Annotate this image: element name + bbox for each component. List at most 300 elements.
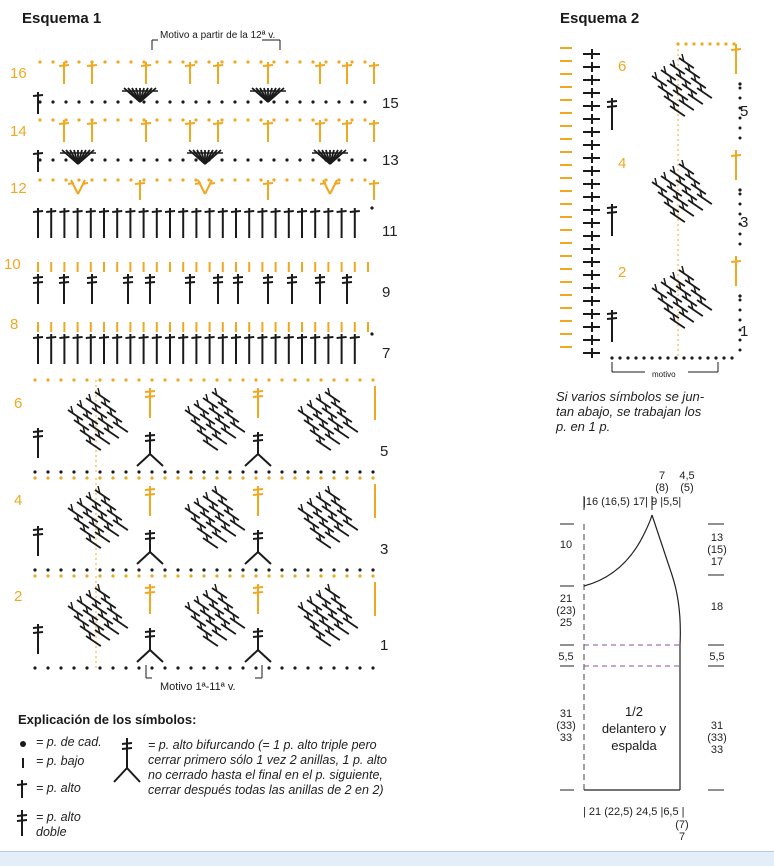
center-label-1: 1/2	[624, 704, 644, 719]
chain-dot-black	[345, 470, 348, 473]
chain-dot-black	[64, 100, 67, 103]
diagonal-treble	[679, 312, 694, 322]
chain-dot-black	[306, 568, 309, 571]
right-body-1: 31	[710, 720, 724, 732]
chain-dot-yellow	[163, 476, 166, 479]
bifurcate-stitch	[253, 636, 263, 637]
chain-dot-yellow	[124, 378, 127, 381]
diagonal-treble	[691, 78, 706, 88]
chain-dot-yellow	[345, 476, 348, 479]
bifurcate-line-3: no cerrado hasta el final en el p. siguiente,	[148, 768, 383, 782]
chain-dot-yellow	[38, 118, 41, 121]
chain-dot-yellow	[194, 60, 197, 63]
diagonal-treble	[325, 588, 340, 598]
chain-dot-yellow	[116, 118, 119, 121]
row-label-10: 10	[4, 256, 21, 273]
right-sh-1: 13	[710, 532, 724, 544]
bifurcate-line-1: = p. alto bifurcando (= 1 p. alto triple pero	[148, 738, 377, 752]
chain-dot-yellow	[111, 574, 114, 577]
chain-dot-yellow	[684, 42, 687, 45]
chain-dot-black	[189, 470, 192, 473]
chain-dot-black	[714, 356, 717, 359]
bifurcate-stitch	[245, 454, 258, 466]
double-treble-black	[287, 277, 297, 278]
diagonal-treble	[673, 196, 688, 206]
left-body-3: 33	[559, 732, 573, 744]
top-b-1: 4,5	[679, 470, 695, 482]
treble-black	[125, 211, 135, 212]
chain-dot-yellow	[350, 118, 353, 121]
diagonal-treble	[218, 402, 233, 412]
chain-dot-yellow	[280, 574, 283, 577]
s2-row-label-4: 4	[618, 155, 627, 172]
chain-dot-yellow	[337, 118, 340, 121]
diagonal-treble	[101, 598, 116, 608]
treble-black	[165, 211, 175, 212]
chain-dot-black	[730, 356, 733, 359]
diagonal-treble	[667, 80, 682, 90]
double-treble-black	[287, 282, 297, 283]
chain-dot-black	[124, 666, 127, 669]
chain-dot-black	[241, 666, 244, 669]
bottom-extra-2: 7	[678, 831, 686, 843]
chain-dot-black	[324, 100, 327, 103]
diagonal-treble	[194, 404, 209, 414]
diagonal-treble	[212, 490, 227, 500]
chain-dot-black	[739, 193, 742, 196]
chain-dot-black	[220, 158, 223, 161]
diagonal-treble	[68, 508, 83, 518]
chain-dot-black	[698, 356, 701, 359]
chain-dot-black	[319, 568, 322, 571]
garment-schematic	[560, 470, 740, 810]
diagonal-treble	[679, 58, 694, 68]
treble-black	[152, 211, 162, 212]
chain-dot-yellow	[33, 378, 36, 381]
double-treble-black	[59, 282, 69, 283]
chain-dot-black	[254, 568, 257, 571]
diagonal-treble	[310, 528, 325, 538]
chain-dot-black	[332, 568, 335, 571]
treble-black	[178, 211, 188, 212]
diagonal-treble	[74, 518, 89, 528]
diagonal-treble	[206, 620, 221, 630]
row-label-2: 2	[14, 588, 23, 605]
chain-dot-black	[739, 309, 742, 312]
treble-black	[257, 211, 267, 212]
chain-dot-yellow	[189, 476, 192, 479]
double-treble-black	[213, 277, 223, 278]
diagonal-treble	[334, 428, 349, 438]
right-body-3: 33	[710, 744, 724, 756]
legend-single: = p. bajo	[36, 754, 85, 768]
diagonal-treble	[670, 276, 685, 286]
diagonal-treble	[313, 414, 328, 424]
diagonal-treble	[107, 412, 122, 422]
double-treble-yellow	[145, 391, 155, 392]
bifurcate-stitch	[253, 533, 263, 534]
diagonal-treble	[95, 392, 110, 402]
chain-dot-yellow	[293, 476, 296, 479]
diagonal-treble	[95, 490, 110, 500]
row-label-8: 8	[10, 316, 19, 333]
chain-dot-black	[72, 568, 75, 571]
treble-yellow	[87, 123, 97, 124]
diagonal-treble	[101, 402, 116, 412]
diagonal-treble	[95, 630, 110, 640]
chain-dot-black	[345, 666, 348, 669]
diagonal-treble	[107, 608, 122, 618]
chain-dot-black	[739, 97, 742, 100]
diagonal-treble	[697, 194, 712, 204]
chain-dot-black	[51, 100, 54, 103]
diagonal-treble	[343, 422, 358, 432]
chain-dot-yellow	[155, 118, 158, 121]
row-label-9: 9	[382, 284, 391, 301]
row-label-4: 4	[14, 492, 23, 509]
chain-dot-black	[181, 100, 184, 103]
left-arm-1: 21	[559, 593, 573, 605]
chain-dot-yellow	[59, 476, 62, 479]
chain-dot-black	[155, 158, 158, 161]
treble-black	[244, 211, 254, 212]
treble-black	[73, 211, 83, 212]
diagonal-treble	[310, 626, 325, 636]
right-body-2: (33)	[707, 732, 727, 744]
diagonal-treble	[200, 512, 215, 522]
chain-dot-black	[233, 158, 236, 161]
chain-dot-black	[111, 470, 114, 473]
diagonal-treble	[337, 608, 352, 618]
chain-dot-yellow	[363, 60, 366, 63]
diagonal-treble	[224, 608, 239, 618]
chain-dot-black	[103, 158, 106, 161]
bifurcate-stitch	[150, 650, 163, 662]
bifurcate-stitch	[145, 440, 155, 441]
bottom-motif-label: Motivo 1ª-11ª v.	[160, 681, 236, 693]
chain-dot-black	[46, 666, 49, 669]
chain-dot-yellow	[72, 574, 75, 577]
diagonal-treble	[191, 616, 206, 626]
treble-black	[337, 337, 347, 338]
center-label-2: delantero y	[601, 721, 667, 736]
top-a-2: (8)	[655, 482, 669, 494]
chain-dot-black	[163, 470, 166, 473]
chain-dot-black	[254, 666, 257, 669]
treble-yellow	[342, 123, 352, 124]
diagonal-treble	[688, 200, 703, 210]
chain-dot-black	[739, 349, 742, 352]
chain-dot-yellow	[111, 378, 114, 381]
chain-dot-yellow	[254, 476, 257, 479]
top-a-1: 7	[658, 470, 666, 482]
chain-dot-yellow	[168, 60, 171, 63]
double-treble-icon	[14, 808, 34, 838]
double-treble-black	[607, 207, 617, 208]
chain-dot-black	[163, 568, 166, 571]
double-treble-yellow	[253, 494, 263, 495]
diagonal-treble	[197, 430, 212, 440]
chain-dot-black	[626, 356, 629, 359]
chain-dot-yellow	[311, 60, 314, 63]
chain-dot-black	[738, 294, 741, 297]
diagonal-treble	[224, 412, 239, 422]
double-treble-black	[263, 277, 273, 278]
row-label-16: 16	[10, 65, 27, 82]
chain-dot-yellow	[285, 118, 288, 121]
chain-dot-yellow	[332, 574, 335, 577]
diagonal-treble	[304, 420, 319, 430]
legend-double-treble-1: = p. alto	[36, 810, 81, 824]
chain-dot-yellow	[220, 118, 223, 121]
diagonal-treble	[92, 604, 107, 614]
row-label-11: 11	[382, 223, 398, 240]
diagonal-treble	[658, 298, 673, 308]
chain-dot-yellow	[150, 574, 153, 577]
chain-dot-yellow	[272, 118, 275, 121]
chain-dot-yellow	[189, 574, 192, 577]
diagonal-treble	[316, 440, 331, 450]
chain-dot-black	[168, 100, 171, 103]
chain-dot-yellow	[137, 378, 140, 381]
chain-dot-yellow	[98, 476, 101, 479]
chain-dot-yellow	[33, 476, 36, 479]
diagonal-treble	[185, 410, 200, 420]
chain-dot-yellow	[692, 42, 695, 45]
chain-dot-black	[690, 356, 693, 359]
chain-dot-yellow	[358, 476, 361, 479]
diagonal-treble	[212, 392, 227, 402]
double-treble-black	[33, 529, 43, 530]
diagonal-treble	[191, 518, 206, 528]
chain-dot-yellow	[163, 378, 166, 381]
double-treble-yellow	[253, 396, 263, 397]
diagonal-treble	[209, 506, 224, 516]
chain-dot-yellow	[272, 60, 275, 63]
treble-black	[46, 211, 56, 212]
v-stitch	[205, 180, 212, 194]
treble-black	[59, 211, 69, 212]
diagonal-treble	[215, 516, 230, 526]
diagonal-treble	[298, 606, 313, 616]
chain-dot-black	[207, 100, 210, 103]
left-arm-3: 25	[559, 617, 573, 629]
chain-dot-yellow	[116, 178, 119, 181]
diagonal-treble	[328, 614, 343, 624]
treble-black	[284, 211, 294, 212]
diagonal-treble	[203, 440, 218, 450]
v-stitch	[78, 180, 85, 194]
chain-dot-yellow	[293, 574, 296, 577]
chain-dot-black	[189, 666, 192, 669]
bifurcate-stitch	[253, 440, 263, 441]
chain-dot-yellow	[724, 42, 727, 45]
chain-dot-yellow	[85, 574, 88, 577]
chain-dot-black	[371, 568, 374, 571]
s2-row-label-5: 5	[740, 103, 749, 120]
treble-black	[152, 337, 162, 338]
chain-dot-yellow	[215, 476, 218, 479]
chain-dot-black	[33, 470, 36, 473]
chain-dot-yellow	[103, 118, 106, 121]
diagonal-treble	[86, 496, 101, 506]
double-treble-black	[123, 277, 133, 278]
left-band: 5,5	[558, 651, 574, 663]
chain-dot-yellow	[51, 118, 54, 121]
diagonal-treble	[230, 618, 245, 628]
chain-dot-yellow	[324, 118, 327, 121]
chain-dot-black	[90, 158, 93, 161]
double-treble-black	[145, 282, 155, 283]
treble-black	[350, 337, 360, 338]
diagonal-treble	[98, 614, 113, 624]
diagonal-treble	[92, 408, 107, 418]
chain-dot-black	[228, 666, 231, 669]
chain-dot-yellow	[311, 178, 314, 181]
chain-dot-yellow	[98, 574, 101, 577]
bifurcate-stitch	[258, 552, 271, 564]
chain-dot-yellow	[129, 60, 132, 63]
bifurcate-stitch	[137, 650, 150, 662]
chain-dot-yellow	[33, 574, 36, 577]
bifurcate-stitch	[245, 650, 258, 662]
treble-yellow	[141, 65, 151, 66]
chain-dot-yellow	[207, 118, 210, 121]
chain-dot-black	[168, 158, 171, 161]
diagonal-treble	[322, 604, 337, 614]
chain-dot-black	[738, 82, 741, 85]
s2-motif-label: motivo	[652, 370, 676, 379]
chain-dot-yellow	[163, 574, 166, 577]
chain-dot-black	[650, 356, 653, 359]
double-treble-black	[185, 282, 195, 283]
chain-dot-black	[90, 100, 93, 103]
chain-dot-yellow	[181, 60, 184, 63]
diagonal-treble	[230, 520, 245, 530]
treble-black	[139, 337, 149, 338]
diagonal-treble	[86, 440, 101, 450]
scheme2-chart	[550, 36, 750, 376]
chain-dot-black	[272, 100, 275, 103]
diagonal-treble	[673, 90, 688, 100]
chain-dot-black	[194, 158, 197, 161]
v-stitch	[323, 180, 330, 194]
chain-dot-black	[682, 356, 685, 359]
diagonal-treble	[691, 184, 706, 194]
treble-yellow-side	[731, 49, 741, 50]
diagonal-treble	[679, 164, 694, 174]
chain-dot-black	[610, 356, 613, 359]
chain-dot-black	[189, 568, 192, 571]
scheme2-title: Esquema 2	[560, 10, 640, 27]
chain-dot-yellow	[246, 60, 249, 63]
chain-dot-yellow	[371, 574, 374, 577]
treble-black	[244, 337, 254, 338]
diagonal-treble	[343, 520, 358, 530]
chain-dot-black	[306, 470, 309, 473]
diagonal-treble	[304, 518, 319, 528]
treble-black	[231, 337, 241, 338]
row-label-15: 15	[382, 95, 399, 112]
top-dims: |16 (16,5) 17| 9 |5,5|	[583, 496, 682, 508]
chain-dot-black	[98, 666, 101, 669]
chain-dot-yellow	[298, 178, 301, 181]
chain-dot-yellow	[246, 118, 249, 121]
diagonal-treble	[200, 610, 215, 620]
chain-dot-yellow	[168, 118, 171, 121]
chain-dot-black	[215, 568, 218, 571]
double-treble-black	[607, 106, 617, 107]
row-label-3: 3	[380, 541, 389, 558]
chain-dot-yellow	[233, 60, 236, 63]
bifurcate-stitch	[145, 533, 155, 534]
diagonal-treble	[212, 588, 227, 598]
chain-dot-yellow	[124, 574, 127, 577]
diagonal-treble	[80, 626, 95, 636]
chain-dot-yellow	[142, 178, 145, 181]
chain-dot-black	[85, 568, 88, 571]
chain-dot-yellow	[155, 60, 158, 63]
diagonal-treble	[203, 538, 218, 548]
v-stitch	[198, 180, 205, 194]
chain-dot-yellow	[259, 178, 262, 181]
chain-dot-yellow	[228, 574, 231, 577]
chain-dot-black	[345, 568, 348, 571]
bifurcate-line-4: cerrar después todas las anillas de 2 en 2)	[148, 783, 384, 797]
treble-black	[33, 95, 43, 96]
v-stitch	[334, 183, 340, 184]
chain-dot-yellow	[259, 60, 262, 63]
legend-chain: = p. de cad.	[36, 735, 102, 749]
diagonal-treble	[203, 594, 218, 604]
diagonal-treble	[203, 496, 218, 506]
treble-yellow	[185, 65, 195, 66]
diagonal-treble	[658, 192, 673, 202]
diagonal-treble	[80, 430, 95, 440]
chain-dot-black	[176, 470, 179, 473]
left-body-2: (33)	[556, 720, 576, 732]
chain-dot-yellow	[241, 476, 244, 479]
chain-dot-yellow	[194, 178, 197, 181]
chain-dot-yellow	[168, 178, 171, 181]
chain-dot-yellow	[202, 574, 205, 577]
chain-dot-black	[285, 100, 288, 103]
treble-black	[99, 211, 109, 212]
treble-yellow	[87, 65, 97, 66]
chain-dot-black	[202, 568, 205, 571]
chain-dot-black	[358, 470, 361, 473]
diagonal-treble	[77, 502, 92, 512]
chain-dot-black	[129, 158, 132, 161]
v-stitch	[71, 180, 78, 194]
diagonal-treble	[670, 64, 685, 74]
chain-dot-black	[337, 100, 340, 103]
chain-dot-black	[72, 470, 75, 473]
chain-dot-black	[311, 158, 314, 161]
bifurcate-stitch	[145, 435, 155, 436]
chain-dot-black	[215, 470, 218, 473]
treble-icon	[14, 778, 34, 800]
bifurcate-icon	[110, 736, 144, 786]
double-treble-black	[33, 627, 43, 628]
treble-yellow	[213, 123, 223, 124]
diagonal-treble	[691, 290, 706, 300]
treble-black	[191, 337, 201, 338]
diagonal-treble	[224, 510, 239, 520]
chain-dot-yellow	[176, 378, 179, 381]
chain-dot-yellow	[155, 178, 158, 181]
diagonal-treble	[86, 398, 101, 408]
